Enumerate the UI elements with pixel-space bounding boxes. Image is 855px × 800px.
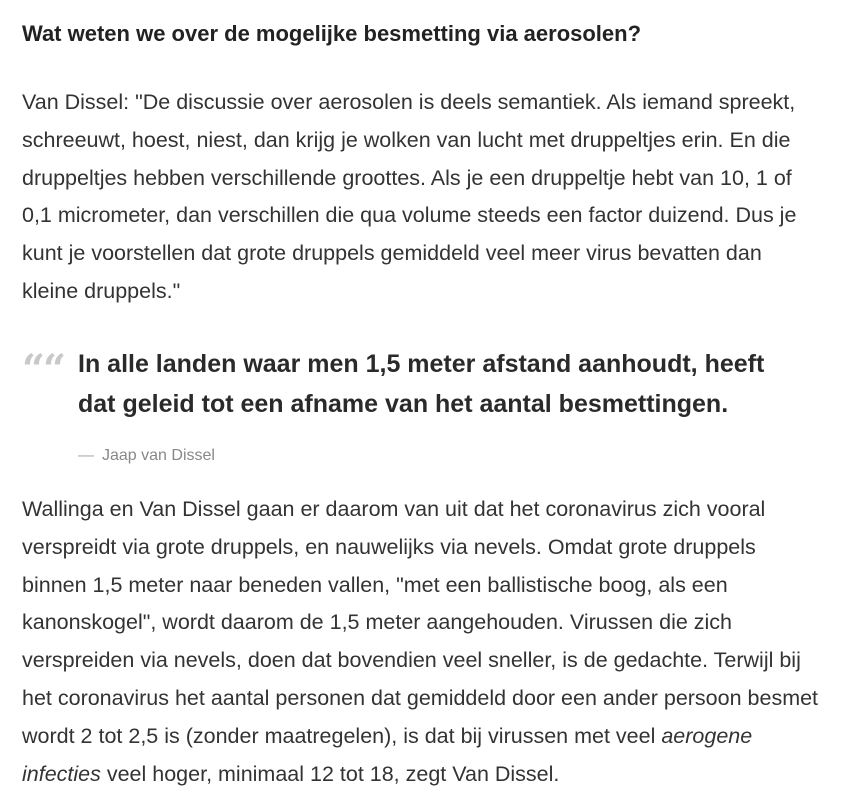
- attribution-dash: —: [78, 447, 94, 464]
- pullquote-text: In alle landen waar men 1,5 meter afstand aanhoudt, heeft dat geleid tot een afname van het aantal besmettingen.: [78, 350, 765, 418]
- pullquote-attribution: [78, 446, 215, 466]
- section-subheading: Wat weten we over de mogelijke besmetting via aerosolen?: [22, 21, 642, 46]
- paragraph-text-after-emphasis: veel hoger, minimaal 12 tot 18, zegt Van Dissel.: [100, 761, 560, 786]
- paragraph-text-before-emphasis: Wallinga en Van Dissel gaan er daarom van uit dat het coronavirus zich vooral verspreidt via grote druppels, en nauwelijks via nevels. Omdat grote druppels binnen 1,5 meter naar beneden vallen, "met een ballistische boog, als een kanonskogel", wordt daarom de 1,5 meter aangehouden. Virussen die zich verspreiden via nevels, doen dat bovendien veel sneller, is de gedachte. Terwijl bij het coronavirus het aantal personen dat gemiddeld door een ander persoon besmet wordt 2 tot 2,5 is (zonder maatregelen), is dat bij virussen met veel: [22, 497, 819, 748]
- paragraph-aerosols-explanation: Van Dissel: "De discussie over aerosolen is deels semantiek. Als iemand spreekt, schreeuwt, hoest, niest, dan krijg je wolken van lucht met druppeltjes erin. En die druppeltjes hebben verschillende groottes. Als je een druppeltje hebt van 10, 1 of 0,1 micrometer, dan verschillen die qua volume steeds een factor duizend. Dus je kunt je voorstellen dat grote druppels gemiddeld veel meer virus bevatten dan kleine druppels.": [22, 90, 797, 303]
- quote-mark-icon: ““: [22, 346, 65, 393]
- paragraph-droplet-spread: [22, 491, 822, 793]
- emphasized-term: aerogene infecties: [22, 723, 753, 786]
- pullquote-author: Jaap van Dissel: [102, 447, 215, 464]
